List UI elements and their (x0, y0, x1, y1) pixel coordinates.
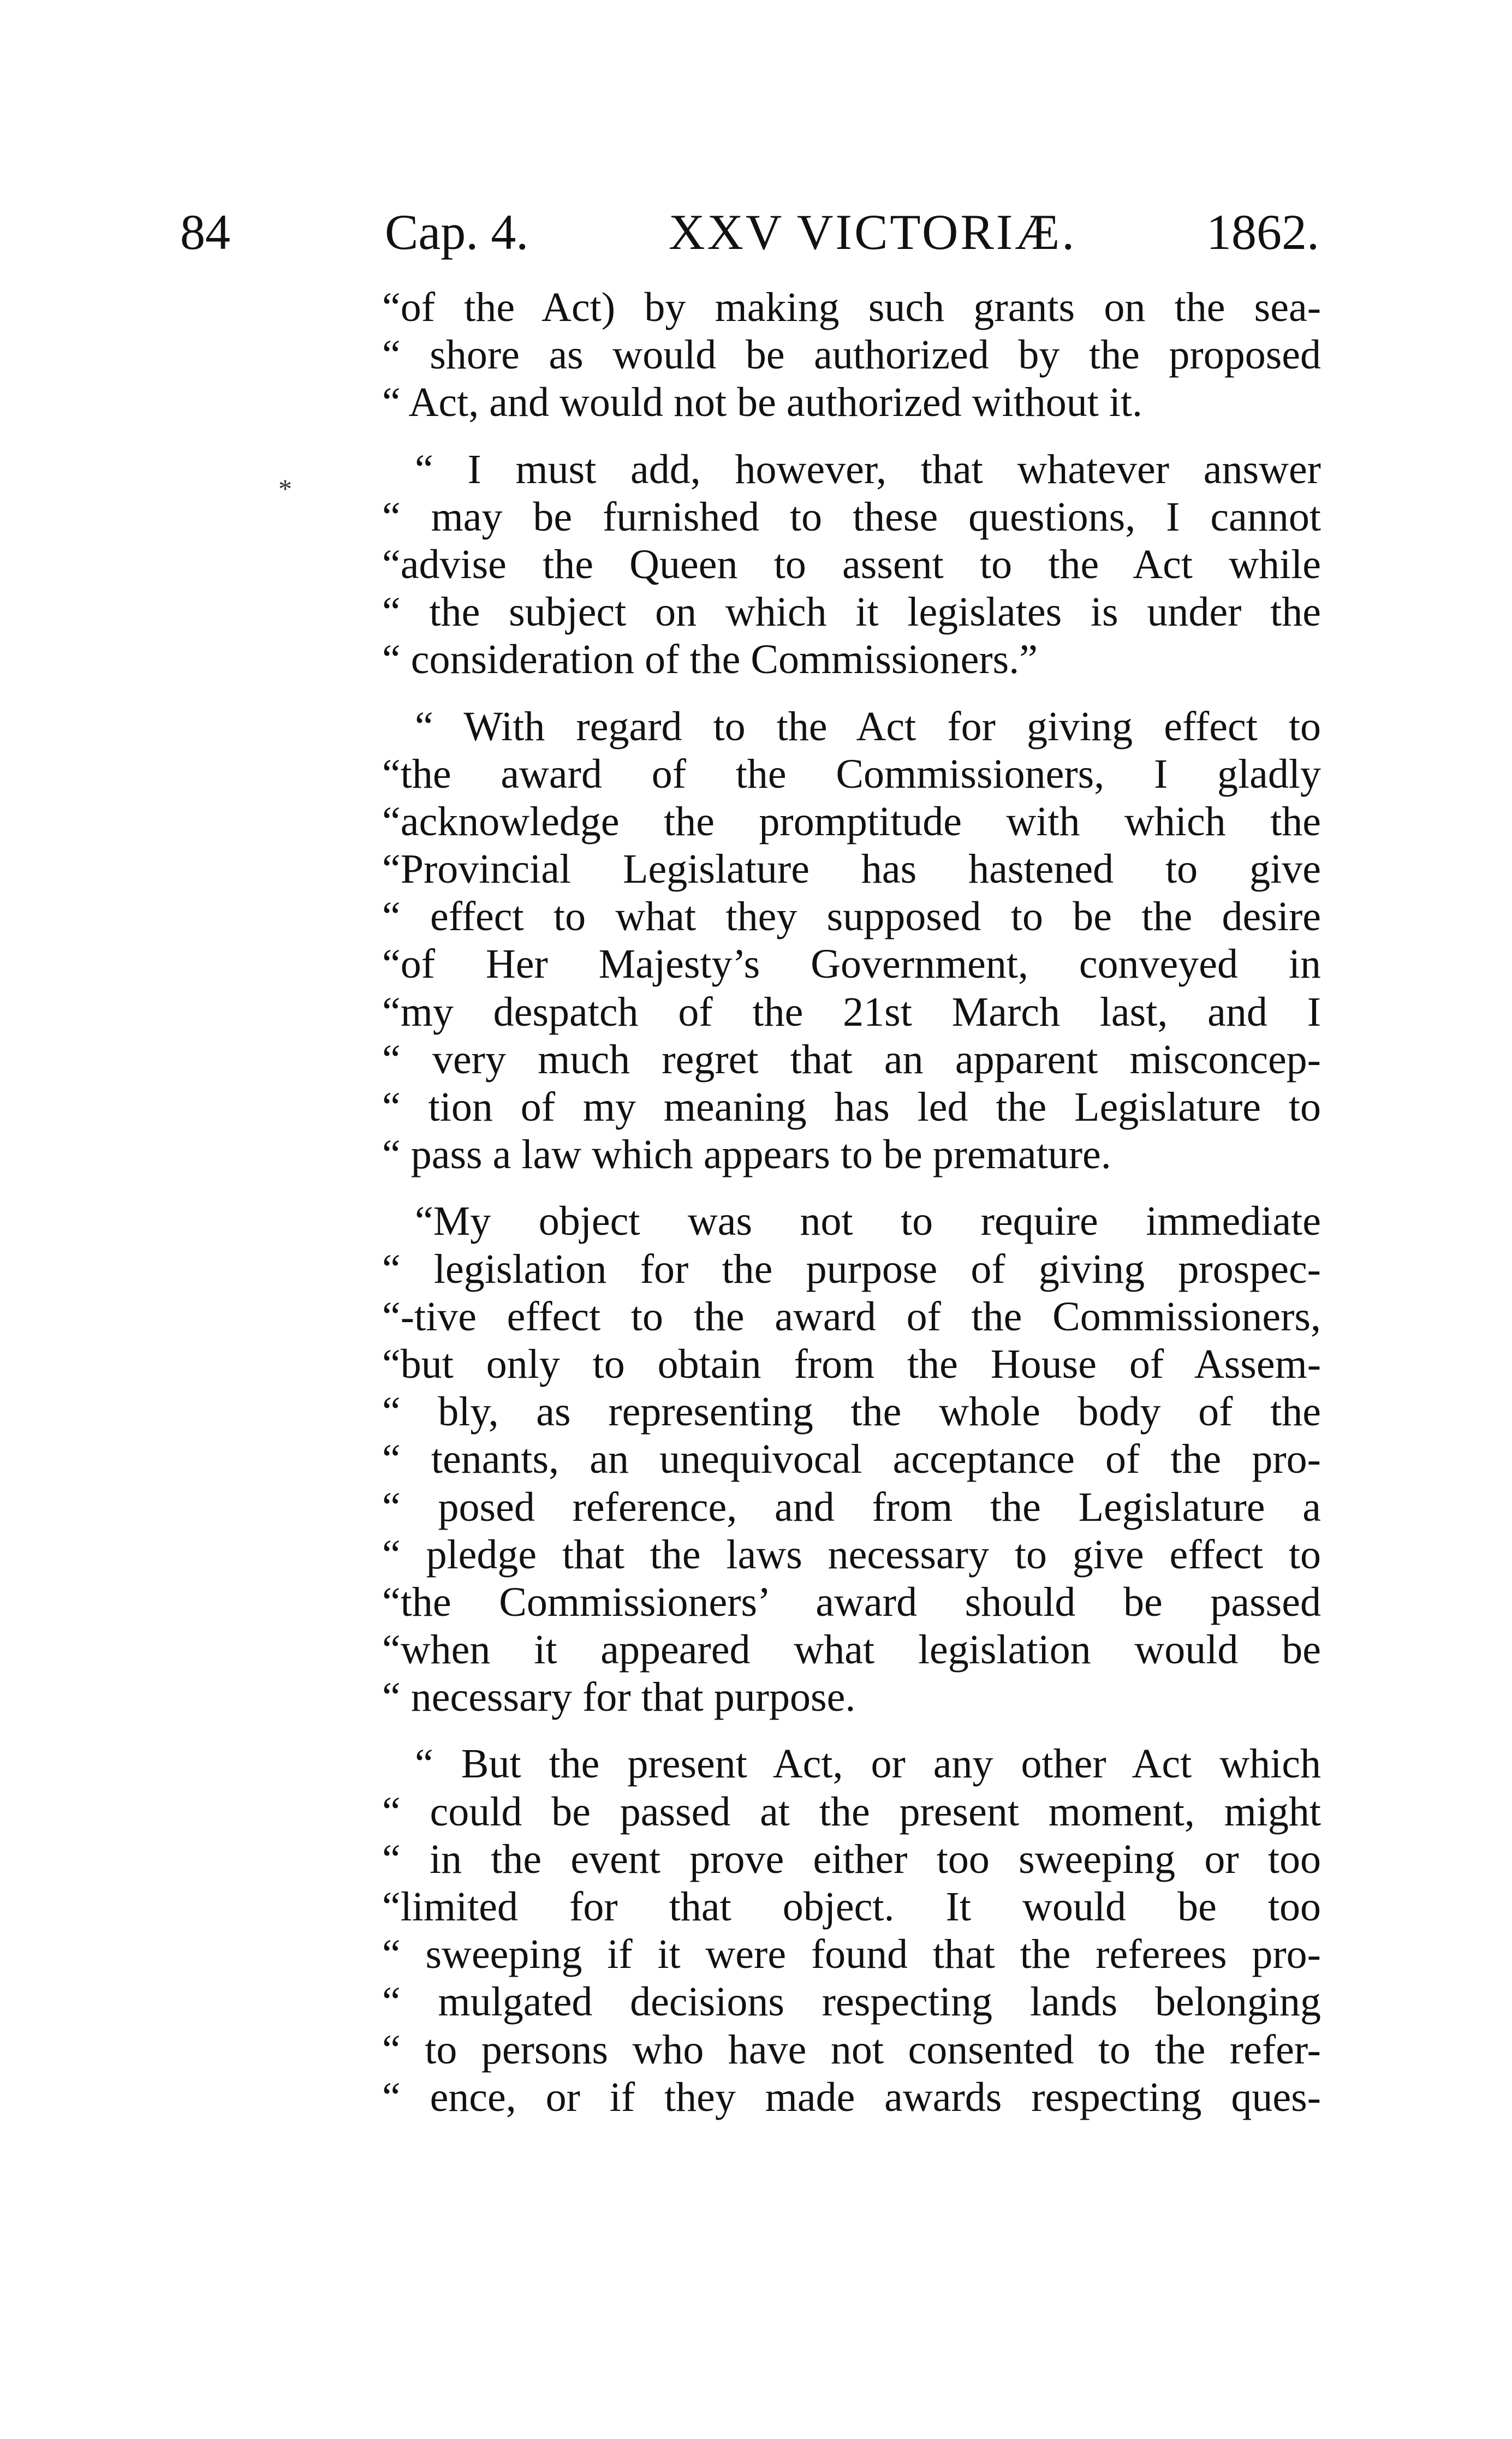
text-line: “ bly, as representing the whole body of the (382, 1389, 1321, 1435)
text-line: “ the subject on which it legislates is under the (382, 589, 1321, 635)
text-line: “ mulgated decisions respecting lands belonging (382, 1979, 1321, 2025)
text-line: “-tive effect to the award of the Commissioners, (382, 1293, 1321, 1340)
text-line: “ may be furnished to these questions, I cannot (382, 493, 1321, 540)
year-label: 1862. (1206, 204, 1319, 260)
text-line: “ necessary for that purpose. (382, 1674, 856, 1721)
text-line: “ With regard to the Act for giving effect to (415, 703, 1321, 749)
text-line: “ tenants, an unequivocal acceptance of the pro- (382, 1436, 1321, 1483)
text-line: “ posed reference, and from the Legislature a (382, 1484, 1321, 1530)
text-line: “Provincial Legislature has hastened to give (382, 846, 1321, 893)
page-number: 84 (180, 204, 230, 260)
text-line: “when it appeared what legislation would be (382, 1627, 1321, 1673)
paragraph-3 (382, 703, 1321, 1179)
text-line: “the Commissioners’ award should be passed (382, 1579, 1321, 1625)
text-line: “ effect to what they supposed to be the desire (382, 894, 1321, 940)
text-line: “acknowledge the promptitude with which the (382, 798, 1321, 844)
margin-mark: * (278, 473, 292, 504)
paragraph-2 (382, 446, 1321, 684)
text-line: “my despatch of the 21st March last, and I (382, 989, 1321, 1035)
text-line: “ Act, and would not be authorized without it. (382, 379, 1143, 426)
text-line: “but only to obtain from the House of Assem- (382, 1341, 1321, 1387)
text-line: “ sweeping if it were found that the referees pro- (382, 1931, 1321, 1978)
text-line: “advise the Queen to assent to the Act while (382, 541, 1321, 587)
text-line: “ shore as would be authorized by the proposed (382, 332, 1321, 378)
text-line: “ pledge that the laws necessary to give effect to (382, 1531, 1321, 1578)
text-line: “ tion of my meaning has led the Legislature to (382, 1084, 1321, 1130)
running-header (0, 202, 1512, 262)
text-line: “ legislation for the purpose of giving prospec- (382, 1246, 1321, 1292)
text-line: “ to persons who have not consented to the refer- (382, 2026, 1321, 2073)
body-text (382, 284, 1321, 2325)
text-line: “limited for that object. It would be too (382, 1884, 1321, 1930)
text-line: “the award of the Commissioners, I gladly (382, 751, 1321, 797)
text-line: “ could be passed at the present moment, might (382, 1788, 1321, 1835)
text-line: “ But the present Act, or any other Act which (415, 1741, 1321, 1787)
text-line: “My object was not to require immediate (415, 1198, 1321, 1245)
paragraph-1 (382, 284, 1321, 427)
text-line: “ I must add, however, that whatever answer (415, 446, 1321, 492)
text-line: “ in the event prove either too sweeping or too (382, 1836, 1321, 1882)
chapter-label: Cap. 4. (385, 204, 529, 260)
text-line: “of Her Majesty’s Government, conveyed in (382, 941, 1321, 988)
reign-title: XXV VICTORIÆ. (669, 204, 1077, 260)
paragraph-5 (382, 1740, 1321, 2121)
paragraph-4 (382, 1198, 1321, 1721)
text-line: “ pass a law which appears to be premature. (382, 1132, 1111, 1178)
text-line: “ consideration of the Commissioners.” (382, 636, 1038, 683)
text-line: “ ence, or if they made awards respecting ques- (382, 2074, 1321, 2120)
text-line: “ very much regret that an apparent misconcep- (382, 1036, 1321, 1082)
text-line: “of the Act) by making such grants on the sea- (382, 284, 1321, 330)
